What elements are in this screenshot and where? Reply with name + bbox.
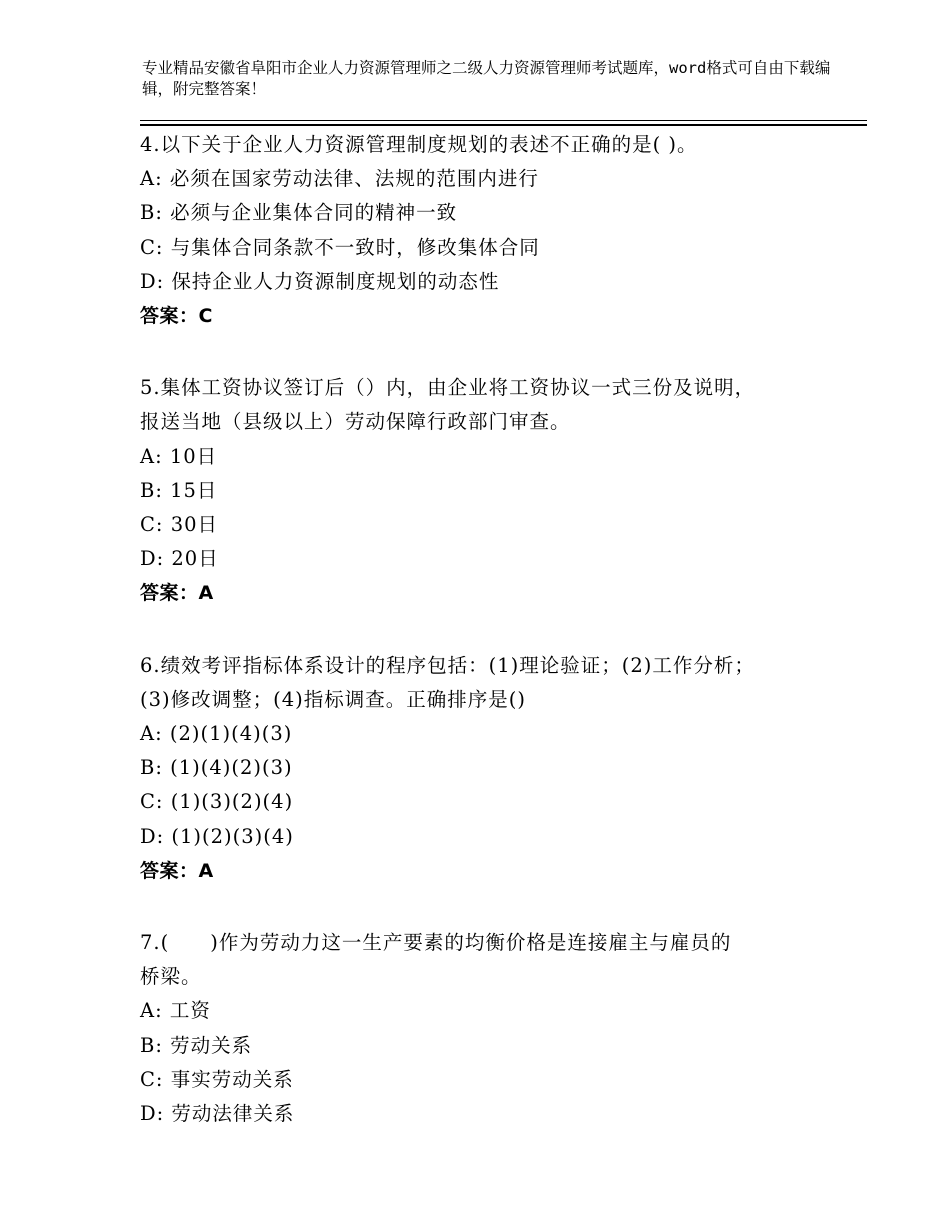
option-a: A: 必须在国家劳动法律、法规的范围内进行 [140,167,539,191]
header-divider-thin [140,120,867,121]
question-stem: 6.绩效考评指标体系设计的程序包括：(1)理论验证；(2)工作分析； [140,653,755,677]
question-item [140,649,840,888]
option-c: C: (1)(3)(2)(4) [140,790,294,814]
option-d: D: 保持企业人力资源制度规划的动态性 [140,269,500,293]
question-item [140,371,840,610]
option-c: C: 事实劳动关系 [140,1067,294,1091]
option-d: D: 20日 [140,547,219,571]
document-header [142,58,832,100]
option-c: C: 30日 [140,513,219,537]
option-d: D: (1)(2)(3)(4) [140,824,294,848]
question-stem: 7.( )作为劳动力这一生产要素的均衡价格是连接雇主与雇员的 [140,931,732,955]
header-divider-thick [140,124,867,126]
question-stem-continued: 报送当地（县级以上）劳动保障行政部门审查。 [140,410,571,434]
header-text: 专业精品安徽省阜阳市企业人力资源管理师之二级人力资源管理师考试题库，word格式可自由下载编辑，附完整答案！ [142,59,831,98]
option-b: B: (1)(4)(2)(3) [140,756,293,780]
option-a: A: (2)(1)(4)(3) [140,722,293,746]
option-c: C: 与集体合同条款不一致时，修改集体合同 [140,235,540,259]
answer-label: 答案：C [140,305,213,328]
question-item [140,926,840,1131]
question-stem: 4.以下关于企业人力资源管理制度规划的表述不正确的是( )。 [140,133,698,156]
option-b: B: 15日 [140,478,218,502]
answer-label: 答案：A [140,859,214,882]
option-b: B: 必须与企业集体合同的精神一致 [140,201,458,225]
option-b: B: 劳动关系 [140,1033,253,1057]
option-a: A: 工资 [140,999,211,1023]
question-stem-continued: 桥梁。 [140,965,202,989]
question-item [140,128,840,333]
question-list [140,128,840,1169]
question-stem-continued: (3)修改调整；(4)指标调查。正确排序是() [140,687,526,711]
answer-label: 答案：A [140,582,214,605]
option-d: D: 劳动法律关系 [140,1102,295,1126]
option-a: A: 10日 [140,444,218,468]
question-stem: 5.集体工资协议签订后（）内，由企业将工资协议一式三份及说明， [140,376,756,400]
